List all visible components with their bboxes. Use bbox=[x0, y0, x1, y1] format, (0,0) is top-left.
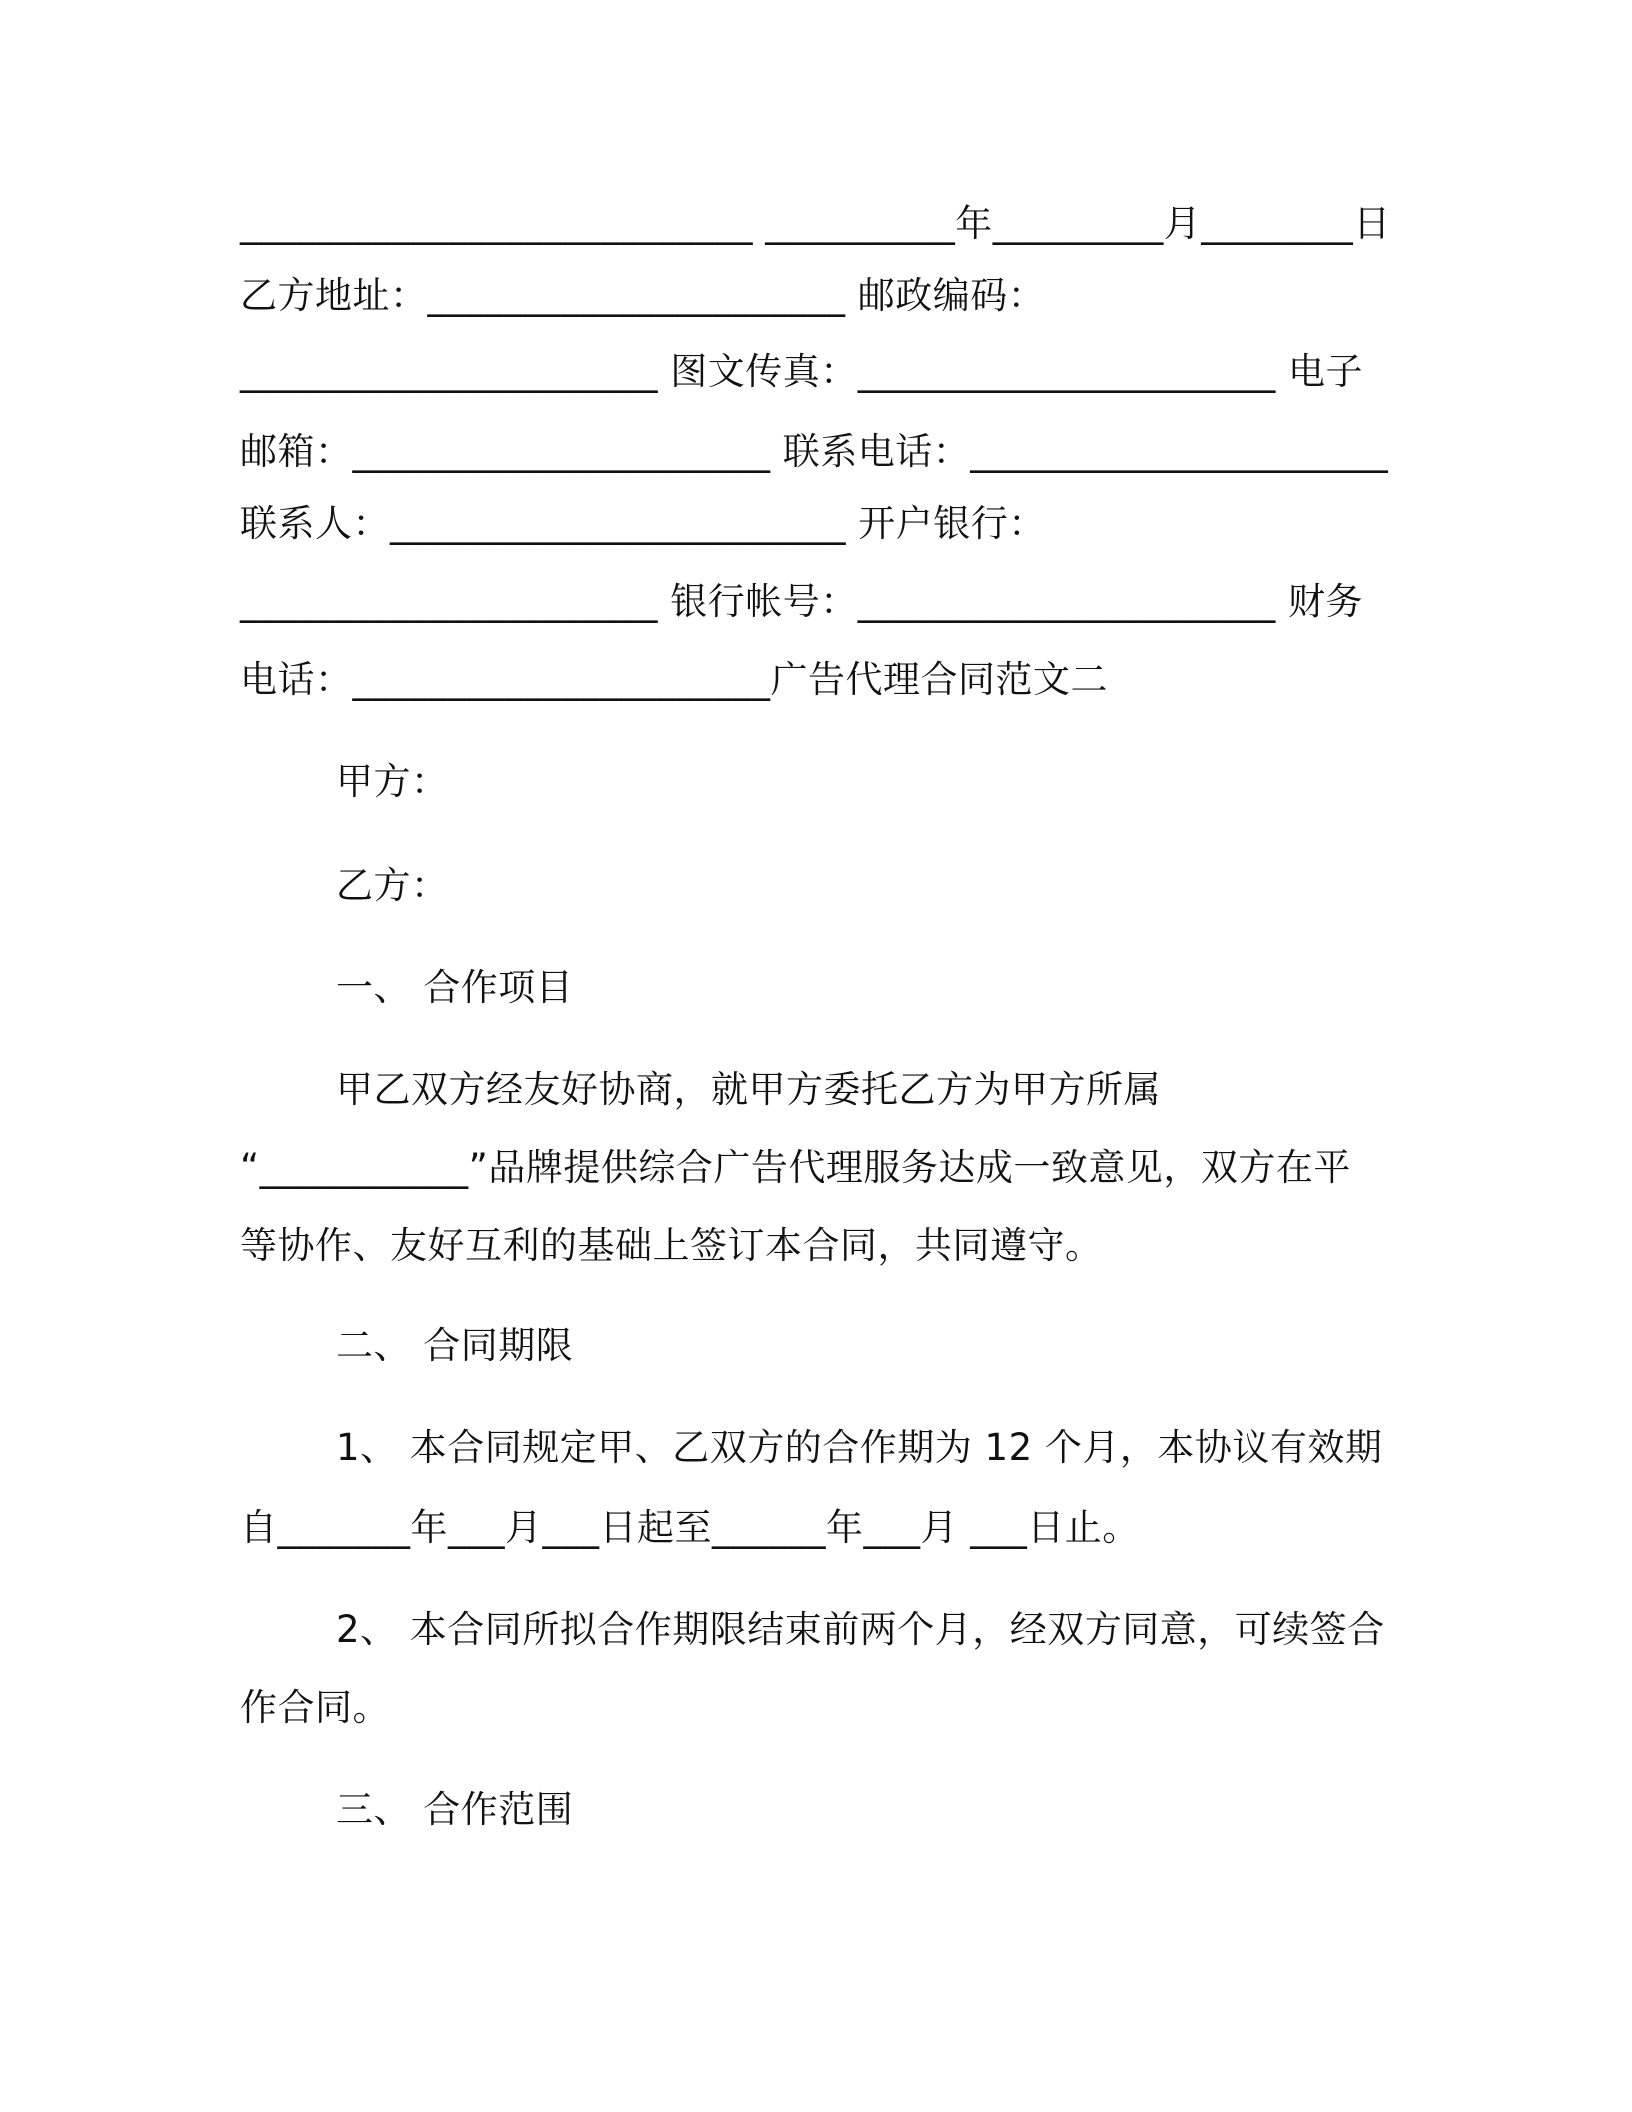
email-phone-line: 邮箱：______________________ 联系电话：______________________ bbox=[240, 430, 1389, 473]
paragraph-line: 等协作、友好互利的基础上签订本合同，共同遵守。 bbox=[240, 1224, 1103, 1267]
paragraph-line: “___________”品牌提供综合广告代理服务达成一致意见，双方在平 bbox=[240, 1146, 1351, 1189]
party-b-address-line: 乙方地址：______________________ 邮政编码： bbox=[240, 274, 1046, 317]
date-blank-line: ___________________________ __________年_________月________日 bbox=[240, 202, 1391, 245]
paragraph-line: 1、 本合同规定甲、乙双方的合作期为 12 个月，本协议有效期 bbox=[336, 1426, 1383, 1469]
fax-line: ______________________ 图文传真：______________________ 电子 bbox=[240, 350, 1364, 393]
party-a-label: 甲方： bbox=[336, 760, 449, 803]
section-heading-cooperation-project: 一、 合作项目 bbox=[336, 966, 574, 1009]
section-heading-contract-term: 二、 合同期限 bbox=[336, 1324, 574, 1367]
paragraph-line: 自_______年___月___日起至______年___月 ___日止。 bbox=[240, 1506, 1140, 1549]
paragraph-line: 作合同。 bbox=[240, 1686, 390, 1729]
section-heading-cooperation-scope: 三、 合作范围 bbox=[336, 1788, 574, 1831]
party-b-label: 乙方： bbox=[336, 864, 449, 907]
contact-bank-line: 联系人：________________________ 开户银行： bbox=[240, 502, 1046, 545]
paragraph-line: 甲乙双方经友好协商，就甲方委托乙方为甲方所属 bbox=[336, 1068, 1161, 1111]
paragraph-line: 2、 本合同所拟合作期限结束前两个月，经双方同意，可续签合 bbox=[336, 1608, 1385, 1651]
account-line: ______________________ 银行帐号：______________________ 财务 bbox=[240, 580, 1364, 623]
finance-phone-title-line: 电话：______________________广告代理合同范文二 bbox=[240, 658, 1108, 701]
